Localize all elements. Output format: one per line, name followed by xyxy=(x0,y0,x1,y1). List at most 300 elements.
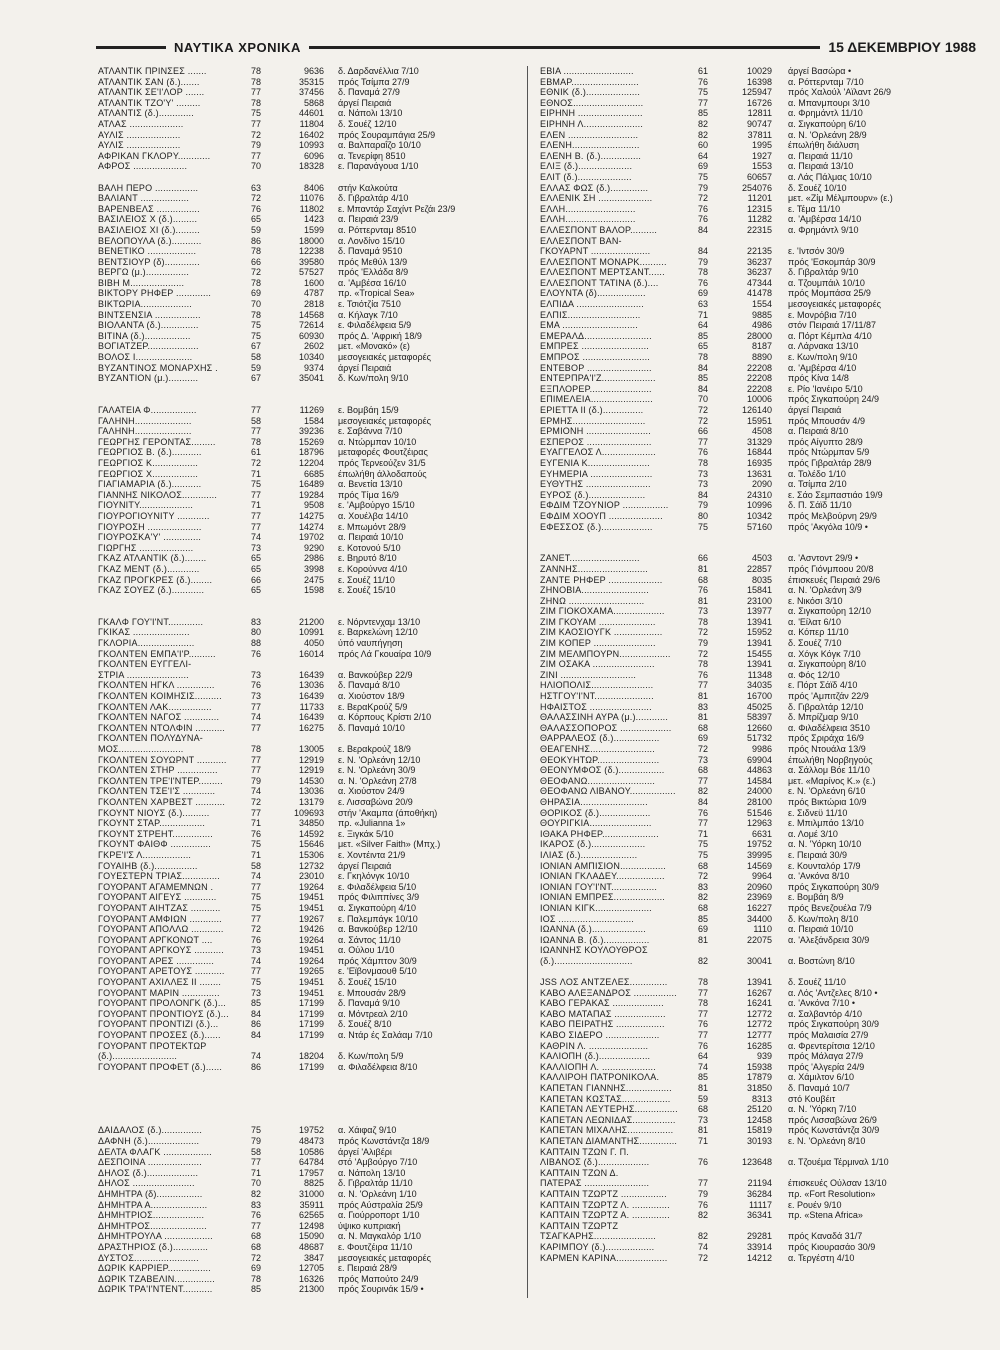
ship-year: 74 xyxy=(250,1051,261,1062)
ship-year: 77 xyxy=(250,754,261,765)
ship-name: ΗΛΙΟΠΟΛΙΣ....................... xyxy=(540,680,654,691)
ship-year: 84 xyxy=(697,246,708,257)
ship-year: 76 xyxy=(697,1040,708,1051)
ship-row xyxy=(540,447,970,458)
ship-grt xyxy=(272,733,336,744)
ship-name: ΘΟΡΙΚΟΣ (δ.)................... xyxy=(540,807,651,818)
ship-status: α. Λονδίνο 15/10 xyxy=(338,235,405,246)
ship-grt: 34850 xyxy=(298,818,324,829)
ship-row xyxy=(540,426,970,437)
ship-year: 68 xyxy=(697,765,708,776)
ship-status: α. 'Είλατ 6/10 xyxy=(788,616,842,627)
ship-name: ΕΥΓΕΝΙΑ Κ....................... xyxy=(540,457,650,468)
ship-status: ε. Νικόσι 3/10 xyxy=(788,595,843,606)
ship-year: 68 xyxy=(697,902,708,913)
ship-grt: 11804 xyxy=(299,118,324,129)
ship-status: πρός Σιγκαπούρη 30/9 xyxy=(788,1019,879,1030)
ship-grt: 14212 xyxy=(746,1252,772,1263)
ship-grt: 8890 xyxy=(751,352,772,363)
ship-grt: 18000 xyxy=(298,235,324,246)
ship-year: 65 xyxy=(697,341,708,352)
ship-status: ε. Ν. 'Ορλεάνη 8/10 xyxy=(788,1135,866,1146)
ship-grt: 10993 xyxy=(298,140,324,151)
ship-year: 72 xyxy=(697,744,708,754)
ship-name: ΕΥΘΥΤΗΣ ........................ xyxy=(540,479,651,490)
ship-grt: 90747 xyxy=(746,118,772,129)
ship-status: ε. Φιλαδέλφεια 5/9 xyxy=(338,320,412,331)
ship-row xyxy=(98,797,518,808)
ship-row xyxy=(98,543,518,554)
ship-name: ΚΑΒΟ ΣΙΔΕΡΟ .................... xyxy=(540,1030,660,1041)
ship-year: 81 xyxy=(697,712,708,723)
ship-row xyxy=(98,490,518,501)
ship-status: πρός Γιόνμποου 20/8 xyxy=(788,563,874,574)
ship-row xyxy=(540,606,970,617)
ship-year: 82 xyxy=(697,892,708,903)
ship-name: ΖΙΜ ΜΕΛΜΠΟΥΡΝ................... xyxy=(540,648,671,659)
ship-name: ΙΛΙΑΣ (δ.)..................... xyxy=(540,849,638,860)
ship-name: ΓΟΥΟΡΑΝΤ ΑΡΓΚΟΝΩΤ .... xyxy=(98,934,213,945)
ship-status: δ. Γιβραλτάρ 12/10 xyxy=(788,701,864,712)
ship-status: ε. Ν. 'Ορλεάνη 30/9 xyxy=(338,765,416,776)
ship-row xyxy=(540,977,970,988)
ship-status: ε. Παλεμπάγκ 10/10 xyxy=(338,913,418,924)
ship-row xyxy=(540,670,970,681)
ship-name: ΓΟΥΟΡΑΝΤ ΠΡΟΝΤΙΖΙ (δ.)... xyxy=(98,1019,219,1030)
ship-year: 65 xyxy=(250,553,261,564)
ship-grt: 44601 xyxy=(298,108,324,119)
ship-year: 77 xyxy=(697,1178,708,1189)
ship-row xyxy=(98,161,518,172)
ship-year: 65 xyxy=(250,585,261,596)
ship-name: ΒΕΝΤΣΙΟΥΡ (δ)............. xyxy=(98,256,200,267)
ship-year: 73 xyxy=(697,1114,708,1125)
ship-year: 85 xyxy=(697,913,708,924)
ship-name: ΕΛΛΕΣΠΟΝΤ ΜΕΡΤΣΑΝΤ...... xyxy=(540,267,665,278)
ship-status: α. Πειραιά 8/10 xyxy=(788,426,849,437)
ship-status: α. Φιλαδέλφεια 3510 xyxy=(788,722,870,733)
ship-grt: 15269 xyxy=(298,436,324,447)
ship-year: 85 xyxy=(250,1284,261,1295)
ship-name: ΒΑΛΙΑΝΤ .................. xyxy=(98,193,190,204)
ship-status: έπισκευές Ούλσαν 13/10 xyxy=(788,1178,887,1189)
ship-row xyxy=(540,786,970,797)
ship-grt: 8035 xyxy=(751,574,772,585)
ship-name: ΔΥΣΤΟΣ........................ xyxy=(98,1252,199,1263)
ship-row xyxy=(540,1062,970,1073)
ship-status: α. Φρεντερίτσια 12/10 xyxy=(788,1040,875,1051)
ship-grt: 17199 xyxy=(298,1061,324,1072)
ship-row xyxy=(540,437,970,448)
ship-status: α. Φιλαδέλφεια 8/10 xyxy=(338,1061,418,1072)
ship-name: ΙΟΝΙΑΝ ΓΟΥ'Ι'ΝΤ................. xyxy=(540,881,658,892)
ship-year: 77 xyxy=(250,521,261,532)
ship-grt: 12732 xyxy=(298,860,324,871)
ship-status: α. Βενετία 13/10 xyxy=(338,479,403,490)
ship-status: μεταφορές Φουτζέιρας xyxy=(338,447,428,458)
ship-status: α. Βανκούβερ 12/10 xyxy=(338,924,418,935)
ship-row xyxy=(98,204,518,215)
ship-status: α. Κήλαγκ 7/10 xyxy=(338,309,398,320)
ship-row xyxy=(540,363,970,374)
ship-name: ΕΜΠΡΟΣ ......................... xyxy=(540,352,650,363)
ship-grt: 57160 xyxy=(746,521,772,532)
ship-name: ΚΑΠΕΤΑΝ ΚΩΣΤΑΣ.................. xyxy=(540,1093,671,1104)
ship-row xyxy=(540,161,970,172)
ship-status: α. Λάς Πάλμας 10/10 xyxy=(788,171,872,182)
ship-row xyxy=(98,522,518,533)
ship-row xyxy=(540,776,970,787)
ship-name: ΑΤΛΑΝΤΙΚ ΤΖΟ'Υ' ......... xyxy=(98,97,201,108)
ship-year: 75 xyxy=(697,87,708,98)
ship-grt: 10342 xyxy=(746,510,772,521)
ship-row xyxy=(98,553,518,564)
ship-status: πρός Δ. 'Αφρική 18/9 xyxy=(338,330,422,341)
ship-year: 77 xyxy=(250,150,261,161)
ship-name: ΓΙΟΥΝΙΤΥ.................... xyxy=(98,500,194,511)
ship-year: 77 xyxy=(697,680,708,691)
ship-row xyxy=(98,373,518,384)
ship-grt: 58397 xyxy=(746,712,772,723)
ship-year: 81 xyxy=(697,563,708,574)
ship-year: 65 xyxy=(250,214,261,225)
ship-row xyxy=(540,596,970,607)
ship-row xyxy=(98,87,518,98)
ship-grt: 9986 xyxy=(751,744,772,754)
ship-status: ε. Σαβάννα 7/10 xyxy=(338,426,403,437)
ship-year: 75 xyxy=(250,108,261,119)
ship-year: 64 xyxy=(697,320,708,331)
ship-row xyxy=(540,575,970,586)
ship-grt xyxy=(718,1147,786,1158)
ship-status: έπωλήθη διάλυση xyxy=(788,140,859,151)
ship-grt: 19451 xyxy=(298,987,324,998)
ship-year xyxy=(688,945,718,956)
ship-grt: 12705 xyxy=(298,1263,324,1274)
ship-row xyxy=(540,278,970,289)
ship-row xyxy=(540,564,970,575)
ship-grt: 8825 xyxy=(303,1178,324,1189)
ship-row xyxy=(540,1136,970,1147)
ship-grt: 21300 xyxy=(298,1284,324,1295)
ship-grt: 12777 xyxy=(746,1030,772,1041)
ship-name: ΙΟΝΙΑΝ ΑΜΠΙΣΙΟΝ................. xyxy=(540,860,666,871)
ship-row xyxy=(98,1147,518,1158)
ship-year: 75 xyxy=(697,521,708,532)
ship-grt: 57527 xyxy=(298,267,324,278)
ship-year: 79 xyxy=(250,140,261,151)
ship-year: 76 xyxy=(697,807,708,818)
ship-grt: 25120 xyxy=(746,1104,772,1115)
ship-year: 84 xyxy=(697,383,708,394)
ship-row xyxy=(540,818,970,829)
ship-row xyxy=(540,1030,970,1041)
ship-grt: 19752 xyxy=(746,839,772,850)
ship-name: ΕΜΠΡΕΣ ......................... xyxy=(540,341,649,352)
ship-name: ΑΤΛΑΝΤΙΚ ΣΑΝ (δ.)....... xyxy=(98,76,200,87)
ship-status: ε. Τσιότζία 7510 xyxy=(338,299,401,310)
ship-row xyxy=(98,257,518,268)
ship-name: ΓΚΟΛΝΤΕΝ ΧΑΡΒΕΣΤ ........... xyxy=(98,796,226,807)
ship-status: α. Χιούστον 24/9 xyxy=(338,786,405,797)
ship-grt: 1110 xyxy=(753,924,772,935)
ship-status: ε. Γκηλόνγκ 10/10 xyxy=(338,871,410,882)
ship-status: α. Πόρτ Κέμπλα 4/10 xyxy=(788,330,872,341)
ship-year: 76 xyxy=(697,277,708,288)
ship-year: 84 xyxy=(697,224,708,235)
ship-status: α. Ν. 'Υόρκη 7/10 xyxy=(788,1104,857,1115)
ship-grt: 16700 xyxy=(746,691,772,702)
ship-status: πρός Σουρινάκ 15/9 • xyxy=(338,1284,424,1295)
ship-status: α. Πειραιά 13/10 xyxy=(788,161,854,172)
ship-grt: 19264 xyxy=(298,934,324,945)
ship-status: α. Νάπολι 13/10 xyxy=(338,108,403,119)
section-gap xyxy=(98,596,518,607)
ship-name: ΒΙΒΗ Μ.................... xyxy=(98,277,185,288)
ship-name: ΛΙΒΑΝΟΣ (δ.)................... xyxy=(540,1157,650,1168)
ship-row xyxy=(540,1200,970,1211)
ship-grt: 64784 xyxy=(298,1157,324,1168)
ship-row xyxy=(98,469,518,480)
ship-status: α. Τζουμπάιλ 10/10 xyxy=(788,277,865,288)
ship-grt: 8406 xyxy=(303,182,324,193)
ship-name: ΒΥΖΑΝΤΙΝΟΣ ΜΟΝΑΡΧΗΣ . xyxy=(98,362,218,373)
ship-status: α. Ντάρ ές Σαλάαμ 7/10 xyxy=(338,1030,433,1041)
ship-year: 67 xyxy=(250,341,261,352)
ship-grt: 22315 xyxy=(746,224,772,235)
ship-row xyxy=(540,373,970,384)
ship-status: πρός Σριράχα 16/9 xyxy=(788,733,864,744)
ship-row xyxy=(98,1274,518,1285)
ship-year: 74 xyxy=(250,786,261,797)
ship-row xyxy=(98,1200,518,1211)
ship-row xyxy=(540,1168,970,1179)
ship-grt: 14275 xyxy=(298,510,324,521)
ship-grt: 16285 xyxy=(746,1040,772,1051)
ship-grt: 13036 xyxy=(298,680,324,691)
ship-name: ΒΑΣΙΛΕΙΟΣ ΧΙ (δ.)......... xyxy=(98,224,200,235)
ship-year: 85 xyxy=(697,1072,708,1083)
ship-status: άργεί Πειραιά xyxy=(338,860,392,871)
ship-status: α. Πειραιά 10/10 xyxy=(788,924,854,935)
ship-grt: 13631 xyxy=(746,468,772,479)
ship-status: πρός Μομπάσα 25/9 xyxy=(788,288,871,299)
ship-status: πρός Χάμπτον 30/9 xyxy=(338,955,417,966)
ship-name: ΓΟΥΟΡΑΝΤ ΠΡΟΦΕΤ (δ.)...... xyxy=(98,1061,223,1072)
ship-row xyxy=(540,861,970,872)
ship-year: 81 xyxy=(697,1083,708,1093)
ship-grt: 21200 xyxy=(298,616,324,627)
ship-row xyxy=(98,108,518,119)
ship-row xyxy=(98,617,518,628)
ship-year: 71 xyxy=(250,468,261,479)
publication-title: ΝΑΥΤΙΚΑ ΧΡΟΝΙΚΑ xyxy=(174,39,301,55)
ship-grt: 14592 xyxy=(298,828,324,839)
ship-status: α. 'Αμβέσα 16/10 xyxy=(338,277,407,288)
section-gap xyxy=(540,543,970,554)
ship-year: 71 xyxy=(697,309,708,320)
ship-row xyxy=(98,416,518,427)
ship-year: 82 xyxy=(697,955,708,966)
ship-year: 65 xyxy=(250,563,261,574)
ship-grt: 19451 xyxy=(298,977,324,988)
ship-status: α. 'Αλεξάνδρεια 30/9 xyxy=(788,934,870,945)
ship-row xyxy=(98,1189,518,1200)
ship-name: ΕΛΕΝΗ......................... xyxy=(540,140,640,151)
ship-name: ΚΑΒΟ ΓΕΡΑΚΑΣ ................... xyxy=(540,998,664,1009)
ship-grt: 1600 xyxy=(303,277,324,288)
ship-year: 76 xyxy=(697,669,708,680)
ship-grt: 20960 xyxy=(746,881,772,892)
ship-name: ΑΤΛΑΝΤΙΣ (δ.)............. xyxy=(98,108,194,119)
ship-name: ΓΟΥΟΡΑΝΤ ΑΓΑΜΕΜΝΩΝ . xyxy=(98,881,214,892)
ship-status: ε. Σάο Σεμπαστιάο 19/9 xyxy=(788,489,883,500)
ship-grt: 125947 xyxy=(741,87,772,98)
ship-name: ΓΚΟΛΝΤΕΝ ΝΑΓΟΣ ............. xyxy=(98,712,220,723)
ship-status: δ. Γιβραλτάρ 4/10 xyxy=(338,193,409,204)
ship-year: 75 xyxy=(250,330,261,341)
ship-row xyxy=(540,1242,970,1253)
ship-status xyxy=(336,659,518,670)
section-gap xyxy=(98,1072,518,1083)
ship-grt: 9290 xyxy=(303,542,324,553)
ship-name: ΓΟΥΟΡΑΝΤ ΑΧΙΛΛΕΣ ΙΙ ........ xyxy=(98,977,222,988)
ship-grt: 12772 xyxy=(746,1019,772,1030)
ship-name: ΕΛΕΝ .......................... xyxy=(540,129,639,140)
ship-grt: 15306 xyxy=(298,849,324,860)
ship-status: α. 'Αμβέρσα 4/10 xyxy=(788,362,857,373)
ship-status: α. Ν. 'Ορλεάνη 28/9 xyxy=(788,129,867,140)
ship-grt: 10996 xyxy=(746,500,772,511)
ship-name: ΕΝΤΕΒΟΡ ........................ xyxy=(540,362,652,373)
ship-name: ΕΥΗΜΕΡΙΑ ....................... xyxy=(540,468,653,479)
ship-grt: 62565 xyxy=(298,1210,324,1221)
ship-grt: 17199 xyxy=(298,1030,324,1041)
ship-grt: 4986 xyxy=(751,320,772,331)
ship-year: 71 xyxy=(697,1135,708,1146)
ship-status: α. Πειραιά 10/10 xyxy=(338,532,404,543)
ship-grt: 10340 xyxy=(298,352,324,363)
ship-grt: 16326 xyxy=(298,1273,324,1284)
ship-grt: 16439 xyxy=(298,712,324,723)
ship-name: ΕΜΑ ............................ xyxy=(540,320,638,331)
ship-grt: 14569 xyxy=(746,860,772,871)
ship-name: ΚΑΡΙΜΠΟΥ (δ.).................. xyxy=(540,1241,655,1252)
ship-name: ΙΟΝΙΑΝ ΕΜΠΡΕΣ................... xyxy=(540,892,665,903)
ship-row xyxy=(98,225,518,236)
ship-grt: 8187 xyxy=(751,341,772,352)
ship-name: ΓΚΟΛΝΤΕΝ ΣΟΥΩΡΝΤ ........... xyxy=(98,754,227,765)
ship-name: ΕΡΜΙΟΝΗ ........................ xyxy=(540,426,651,437)
ship-grt: 16014 xyxy=(298,648,324,659)
ship-grt: 12204 xyxy=(298,457,324,468)
ship-grt: 4503 xyxy=(751,553,772,564)
ship-name: ΖΙΜ ΓΚΟΥΑΜ ..................... xyxy=(540,616,656,627)
ship-row xyxy=(98,988,518,999)
ship-grt: 17199 xyxy=(298,998,324,1009)
ship-name: ΖΑΝΤΕ ΡΗΦΕΡ .................... xyxy=(540,574,663,585)
ship-row xyxy=(98,130,518,141)
ship-name: ΑΤΛΑΣ .................... xyxy=(98,118,184,129)
ship-name: ΓΕΩΡΓΙΟΣ Κ................. xyxy=(98,457,199,468)
ship-year: 75 xyxy=(250,977,261,988)
ship-grt: 11802 xyxy=(299,203,324,214)
ship-year: 72 xyxy=(250,796,261,807)
ship-row xyxy=(540,500,970,511)
ship-status: άργεί Βασώρα • xyxy=(788,66,852,76)
section-gap xyxy=(98,1115,518,1126)
ship-grt: 28000 xyxy=(746,330,772,341)
ship-year: 73 xyxy=(250,691,261,702)
ship-row xyxy=(98,352,518,363)
ship-row xyxy=(540,98,970,109)
ship-row xyxy=(540,903,970,914)
ship-status: ε. Βομβάη 15/9 xyxy=(338,405,399,415)
ship-year: 68 xyxy=(250,1241,261,1252)
ship-grt: 16241 xyxy=(746,998,772,1009)
ship-name: ΒΟΓΙΑΤΖΕΡ................... xyxy=(98,341,199,352)
ship-status: δ. Σουέζ 10/10 xyxy=(788,182,847,193)
ship-grt: 15951 xyxy=(746,415,772,426)
ship-year: 71 xyxy=(697,828,708,839)
ship-row xyxy=(540,882,970,893)
ship-status xyxy=(786,236,970,247)
ship-year: 73 xyxy=(250,945,261,956)
ship-status: πρ. «Julianna 1» xyxy=(338,818,406,829)
ship-status xyxy=(786,945,970,956)
ship-year: 77 xyxy=(697,775,708,786)
ship-year: 83 xyxy=(697,701,708,712)
ship-row xyxy=(540,914,970,925)
ship-year: 75 xyxy=(250,839,261,850)
ship-year: 84 xyxy=(250,1030,261,1041)
ship-grt: 13179 xyxy=(298,796,324,807)
ship-status: α. Σαλβαντόρ 4/10 xyxy=(788,1008,863,1019)
ship-year: 79 xyxy=(697,500,708,511)
ship-name: ΚΑΒΟ ΠΕΙΡΑΤΗΣ .................. xyxy=(540,1019,665,1030)
ship-name: ΙΩΑΝΝΗΣ ΚΟΥΛΟΥΘΡΟΣ xyxy=(540,945,648,956)
ship-status: ε. Ξιγκάκ 5/10 xyxy=(338,828,394,839)
ship-list-right-column xyxy=(540,66,970,1263)
ship-row xyxy=(98,193,518,204)
ship-name: ΓΑΛΗΝΗ..................... xyxy=(98,415,192,426)
ship-grt: 15646 xyxy=(298,839,324,850)
ship-status: έπισκευές Πειραιά 29/6 xyxy=(788,574,881,585)
ship-year: 69 xyxy=(697,161,708,172)
ship-row xyxy=(540,829,970,840)
ship-year: 75 xyxy=(250,892,261,903)
ship-year: 68 xyxy=(697,722,708,733)
ship-status: πρός Σιγκαπούρη 30/9 xyxy=(788,881,879,892)
ship-grt xyxy=(718,236,786,247)
ship-name: ΘΟΥΡΙΓΚΙΑ....................... xyxy=(540,818,652,829)
ship-grt: 10586 xyxy=(298,1146,324,1157)
ship-grt: 9374 xyxy=(303,362,324,373)
ship-year: 84 xyxy=(697,489,708,500)
ship-name: ΖΗΝΩ ............................ xyxy=(540,595,645,606)
ship-row xyxy=(540,659,970,670)
ship-status: πρός Καναδά 31/7 xyxy=(788,1231,863,1242)
ship-status: ε. 'Ιντσόν 30/9 xyxy=(788,246,845,257)
ship-row xyxy=(540,1115,970,1126)
ship-row xyxy=(540,945,970,956)
ship-name: ΠΑΤΕΡΑΣ ........................ xyxy=(540,1178,650,1189)
ship-grt: 4787 xyxy=(303,288,324,299)
ship-name: ΕΡΜΗΣ........................... xyxy=(540,415,646,426)
ship-grt: 24000 xyxy=(746,786,772,797)
ship-status: α. Σιγκαπούρη 6/10 xyxy=(788,118,867,129)
ship-status: πρός Κιουρασάο 30/9 xyxy=(788,1241,876,1252)
